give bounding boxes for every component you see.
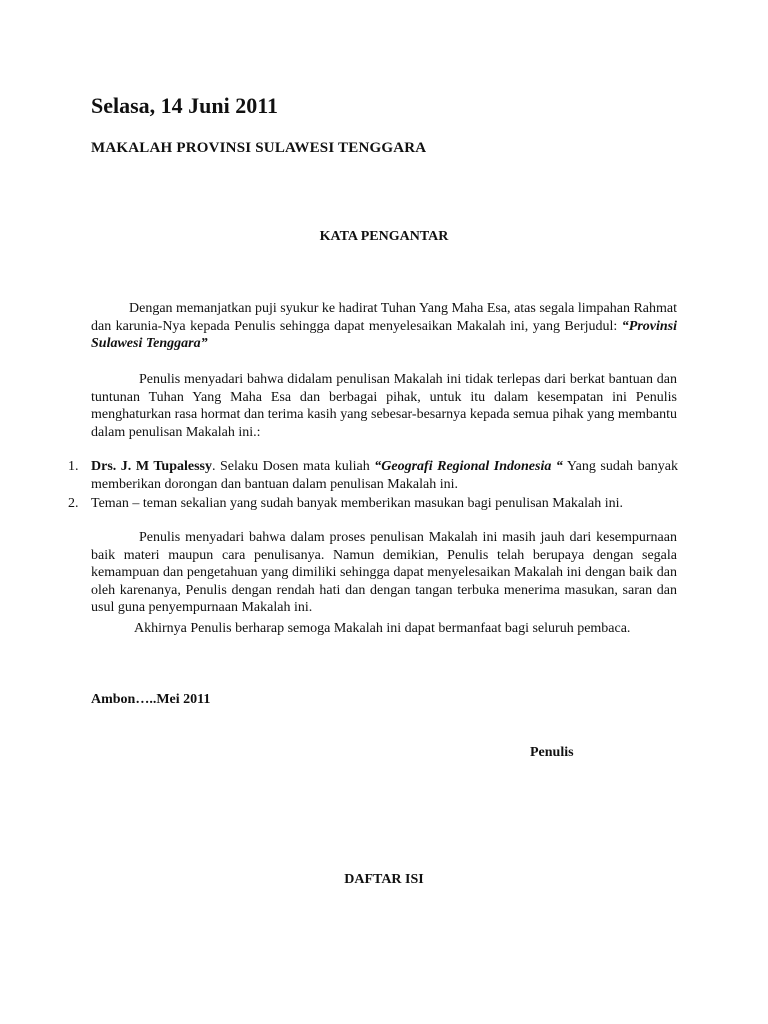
acknowledgement-list [58, 458, 678, 515]
toc-heading: DAFTAR ISI [344, 872, 424, 887]
makalah-title-reference: “Provinsi Sulawesi Tenggara” [91, 318, 677, 351]
signature-signer: Penulis [530, 745, 574, 760]
list-item-text: Teman – teman sekalian yang sudah banyak memberikan masukan bagi penulisan Makalah ini. [91, 496, 624, 511]
preface-paragraph-1-text: Dengan memanjatkan puji syukur ke hadirat Tuhan Yang Maha Esa, atas segala limpahan Rahmat dan karunia-Nya kepada Penulis sehingga dapat menyelesaikan Makalah ini, yang Berjudul: [91, 301, 677, 334]
list-item [58, 495, 678, 513]
list-item-number: 1. [68, 459, 79, 474]
document-date: Selasa, 14 Juni 2011 [91, 93, 279, 118]
preface-heading: KATA PENGANTAR [319, 229, 449, 244]
preface-paragraph-2: Penulis menyadari bahwa didalam penulisan Makalah ini tidak terlepas dari berkat bantuan dan tuntunan Tuhan Yang Maha Esa dan berbagai pihak, untuk itu dalam kesempatan ini Penulis menghaturkan rasa hormat dan terima kasih yang sebesar-besarnya kepada semua pihak yang membantu dalam penulisan Makalah ini.: [91, 372, 677, 440]
preface-paragraph-4: Akhirnya Penulis berharap semoga Makalah ini dapat bermanfaat bagi seluruh pembaca. [134, 621, 631, 636]
lecturer-name: Drs. J. M Tupalessy [91, 459, 212, 474]
signature-place-date: Ambon…..Mei 2011 [91, 692, 211, 707]
list-item-text: Yang sudah banyak memberikan dorongan dan bantuan dalam penulisan Makalah ini. [91, 459, 679, 492]
list-item [58, 458, 678, 493]
preface-paragraph-1 [91, 300, 677, 353]
list-item-number: 2. [68, 496, 79, 511]
list-item-text: . Selaku Dosen mata kuliah [211, 459, 375, 474]
course-name: “Geografi Regional Indonesia “ [374, 459, 563, 474]
document-title: MAKALAH PROVINSI SULAWESI TENGGARA [91, 140, 427, 156]
preface-paragraph-3: Penulis menyadari bahwa dalam proses penulisan Makalah ini masih jauh dari kesempurnaan baik materi maupun cara penulisanya. Namun demikian, Penulis telah berupaya dengan segala kemampuan dan pengetahuan yang dimiliki sehingga dapat menyelesaikan Makalah ini dengan baik dan oleh karenanya, Penulis dengan rendah hati dan dengan tangan terbuka menerima masukan, saran dan usul guna penyempurnaan Makalah ini. [91, 530, 677, 615]
